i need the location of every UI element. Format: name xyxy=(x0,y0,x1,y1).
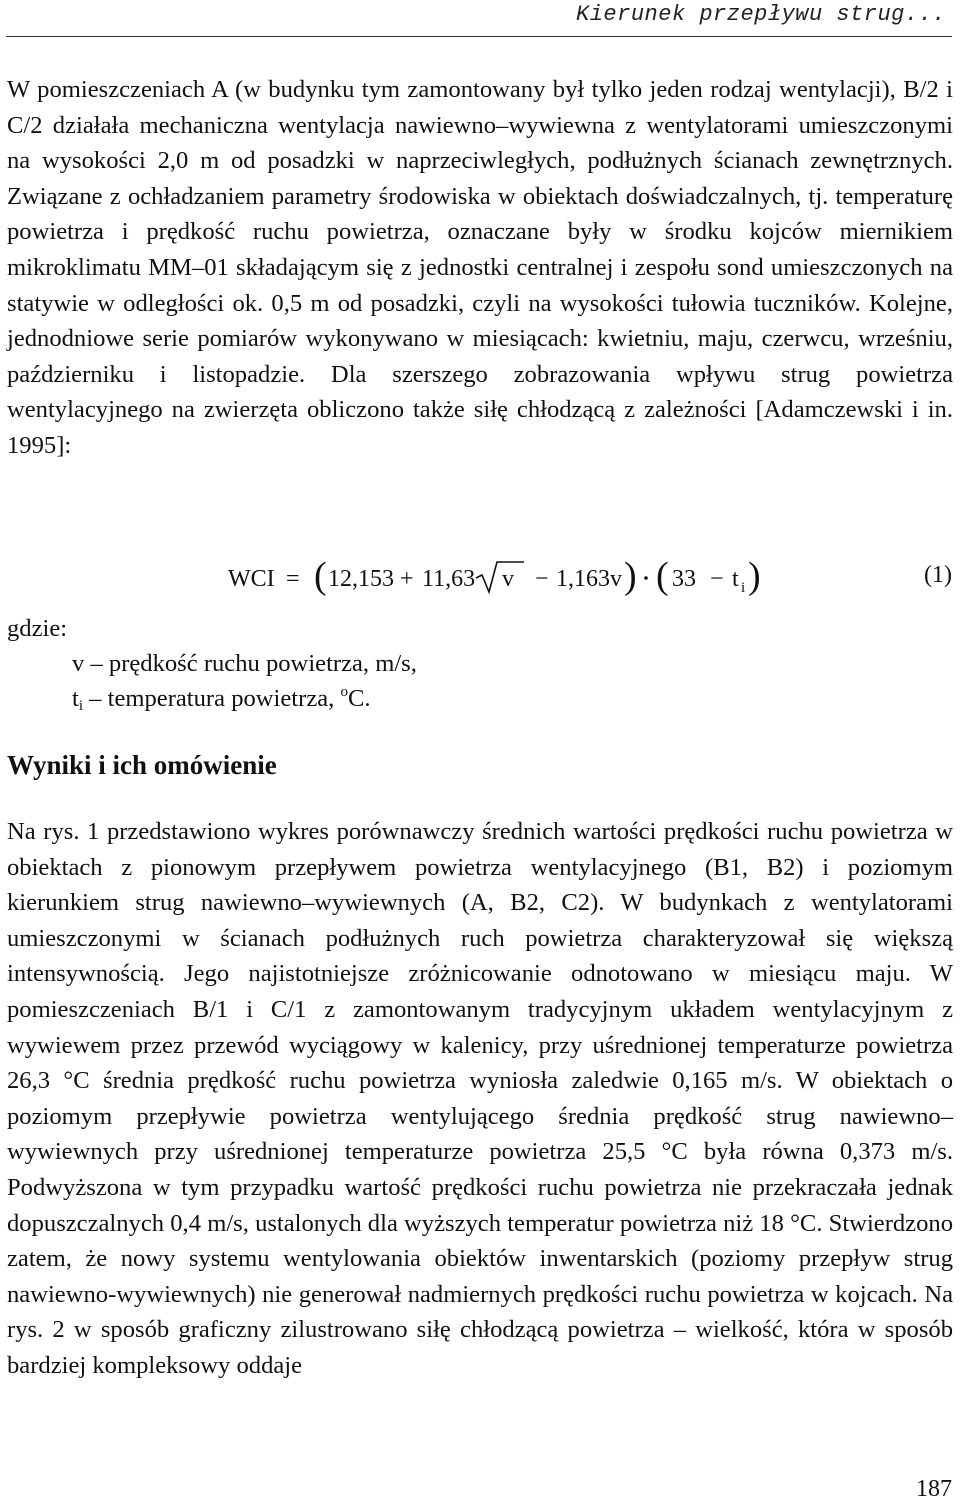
wci-equation xyxy=(228,548,928,608)
eq-term-b: 11,63 xyxy=(422,566,476,592)
eq-open-paren-2: ( xyxy=(656,555,669,597)
eq-t: t xyxy=(732,566,739,592)
body-paragraph-results: Na rys. 1 przedstawiono wykres porównawczy średnich wartości prędkości ruchu powietrza w obiektach z pionowym przepływem powietrza wentylacyjnego (B1, B2) i poziomym kierunkiem strug nawiewno–wywiewnych (A, B2, C2). W budynkach z wentylatorami umieszczonymi w ścianach podłużnych ruch powietrza charakteryzował się większą intensywnością. Jego najistotniejsze zróżnicowanie odnotowano w miesiącu maju. W pomieszczeniach B/1 i C/1 z zamontowanym tradycyjnym układem wentylacyjnym z wywiewem przez przewód wyciągowy w kalenicy, przy uśrednionej temperaturze powietrza 26,3 °C średnia prędkość ruchu powietrza wyniosła zaledwie 0,165 m/s. W obiektach o poziomym przepływie powietrza wentylującego średnia prędkość strug nawiewno–wywiewnych przy uśrednionej temperaturze powietrza 25,5 °C była równa 0,373 m/s. Podwyższona w tym przypadku wartość prędkości ruchu powietrza nie przekraczała jednak dopuszczalnych 0,4 m/s, ustalonych dla wyższych temperatur powietrza niż 18 °C. Stwierdzono zatem, że nowy systemu wentylowania obiektów inwentarskich (poziomy przepływ strug nawiewno-wywiewnych) nie generował nadmiernych prędkości ruchu powietrza w kojcach. Na rys. 2 w sposób graficzny zilustrowano siłę chłodzącą powietrza – wielkość, która w sposób bardziej kompleksowy oddaje xyxy=(7,818,953,1379)
running-header: Kierunek przepływu strug... xyxy=(576,2,946,27)
t-symbol: t xyxy=(72,685,79,712)
eq-term-d: 33 xyxy=(672,566,696,592)
eq-t-sub: i xyxy=(741,580,746,596)
definition-v: v – prędkość ruchu powietrza, m/s, xyxy=(72,650,417,677)
eq-close-paren: ) xyxy=(624,555,637,597)
eq-term-a: 12,153 xyxy=(328,566,394,592)
eq-open-paren: ( xyxy=(314,555,327,597)
eq-plus: + xyxy=(400,566,414,592)
header-rule xyxy=(6,36,952,37)
eq-equals: = xyxy=(286,566,300,592)
eq-dot xyxy=(644,576,648,580)
body-paragraph-methods: W pomieszczeniach A (w budynku tym zamontowany był tylko jeden rodzaj wentylacji), B/2 i C/2 działała mechaniczna wentylacja nawiewno–wywiewna z wentylatorami umieszczonymi na wysokości 2,0 m od posadzki w naprzeciwległych, podłużnych ścianach zewnętrznych. Związane z ochładzaniem parametry środowiska w obiektach doświadczalnych, tj. temperaturę powietrza i prędkość ruchu powietrza, oznaczane były w środku kojców miernikiem mikroklimatu MM–01 składającym się z jednostki centralnej i zespołu sond umieszczonych na statywie w odległości ok. 0,5 m od posadzki, czyli na wysokości tułowia tuczników. Kolejne, jednodniowe serie pomiarów wykonywano w miesiącach: kwietniu, maju, czerwcu, wrześniu, październiku i listopadzie. Dla szerszego zobrazowania wpływu strug powietrza wentylacyjnego na zwierzęta obliczono także siłę chłodzącą z zależności [Adamczewski i in. 1995]: xyxy=(7,76,953,459)
eq-minus-2: − xyxy=(710,566,724,592)
page-number: 187 xyxy=(916,1476,952,1502)
degree-sign: o xyxy=(340,684,348,700)
t-text: – temperatura powietrza, xyxy=(83,685,341,712)
eq-minus: − xyxy=(535,566,549,592)
equation-number: (1) xyxy=(924,562,952,588)
eq-sqrt-v: v xyxy=(502,566,514,592)
sqrt-sign xyxy=(476,562,524,592)
eq-term-c: 1,163v xyxy=(556,566,622,592)
eq-lhs: WCI xyxy=(228,566,275,592)
where-label: gdzie: xyxy=(7,615,68,642)
eq-close-paren-2: ) xyxy=(748,555,761,597)
section-heading: Wyniki i ich omówienie xyxy=(7,750,277,780)
t-subscript: i xyxy=(78,698,84,714)
definition-t xyxy=(72,684,371,715)
t-unit: C. xyxy=(347,685,371,712)
